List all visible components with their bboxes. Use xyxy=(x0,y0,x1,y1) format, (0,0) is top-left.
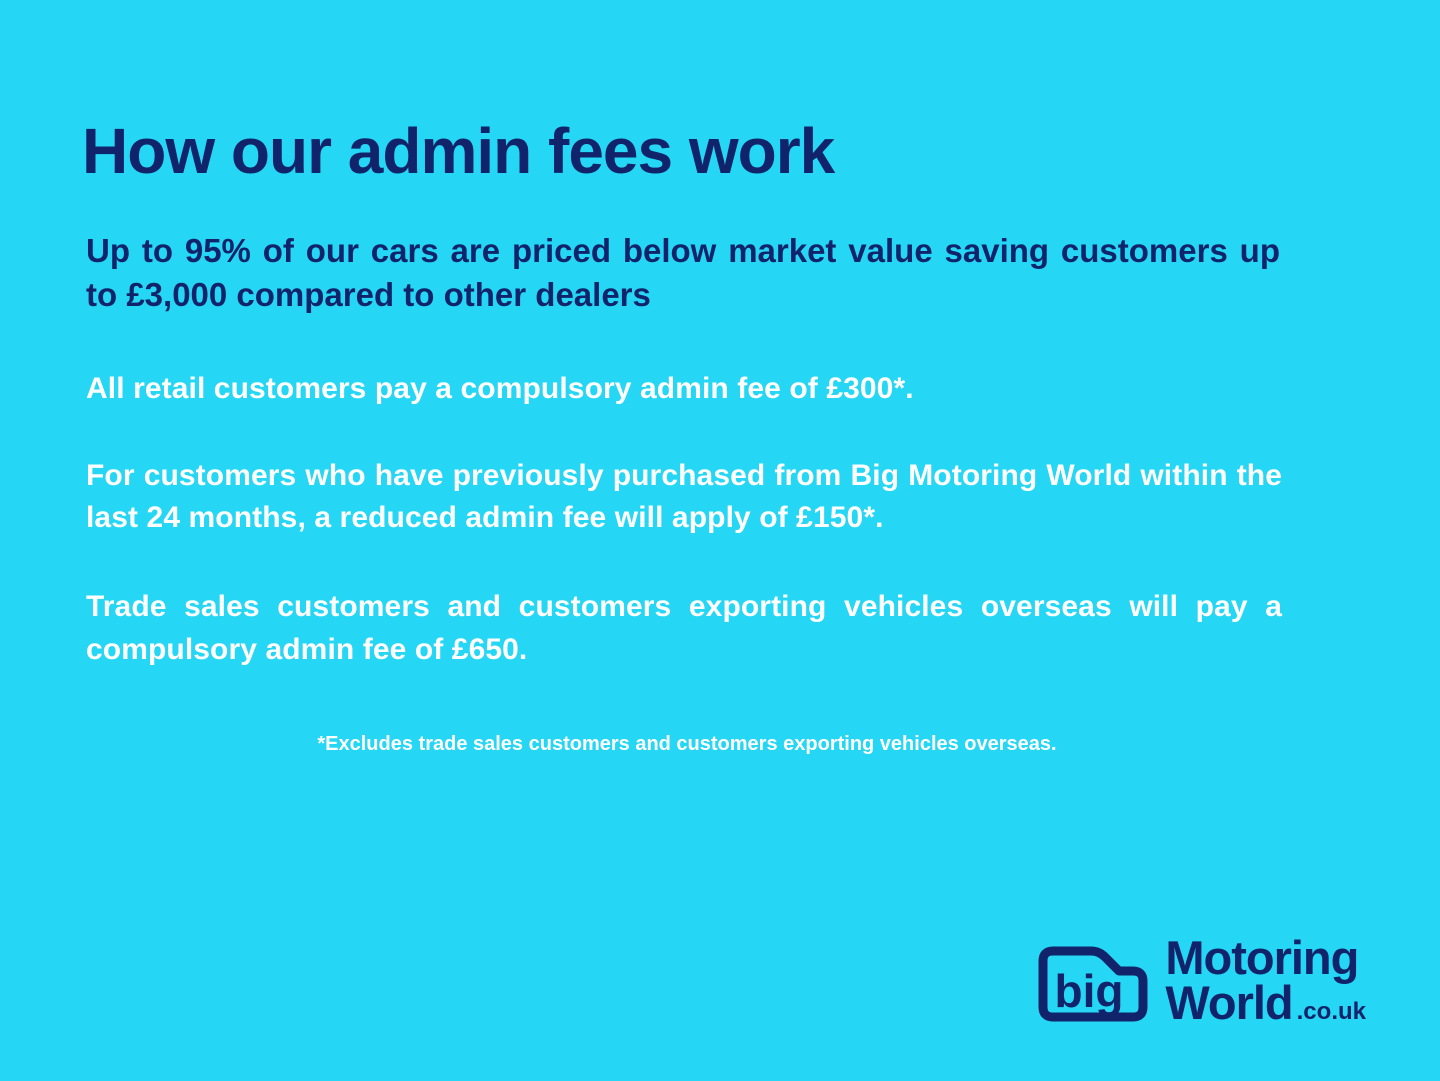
footnote: *Excludes trade sales customers and customers exporting vehicles overseas. xyxy=(317,733,1057,756)
logo-word-world: World xyxy=(1165,976,1293,1029)
big-motoring-world-logo xyxy=(1029,931,1366,1029)
logo-wordmark xyxy=(1165,930,1366,1029)
paragraph-trade-export-fee: Trade sales customers and customers exporting vehicles overseas will pay a compulsory admin fee of £650. xyxy=(86,590,1282,666)
logo-word-motoring: Motoring xyxy=(1165,930,1359,984)
page-title: How our admin fees work xyxy=(82,115,835,187)
logo-tld: .co.uk xyxy=(1296,998,1366,1025)
paragraph-retail-fee: All retail customers pay a compulsory admin fee of £300*. xyxy=(86,372,914,406)
paragraph-returning-customer-fee: For customers who have previously purchased from Big Motoring World within the last 24 months, a reduced admin fee will apply of £150*. xyxy=(86,458,1282,535)
svg-text:big: big xyxy=(1054,965,1124,1017)
big-car-icon xyxy=(1029,931,1153,1029)
subheading: Up to 95% of our cars are priced below market value saving customers up to £3,000 compared to other dealers xyxy=(86,232,1280,313)
